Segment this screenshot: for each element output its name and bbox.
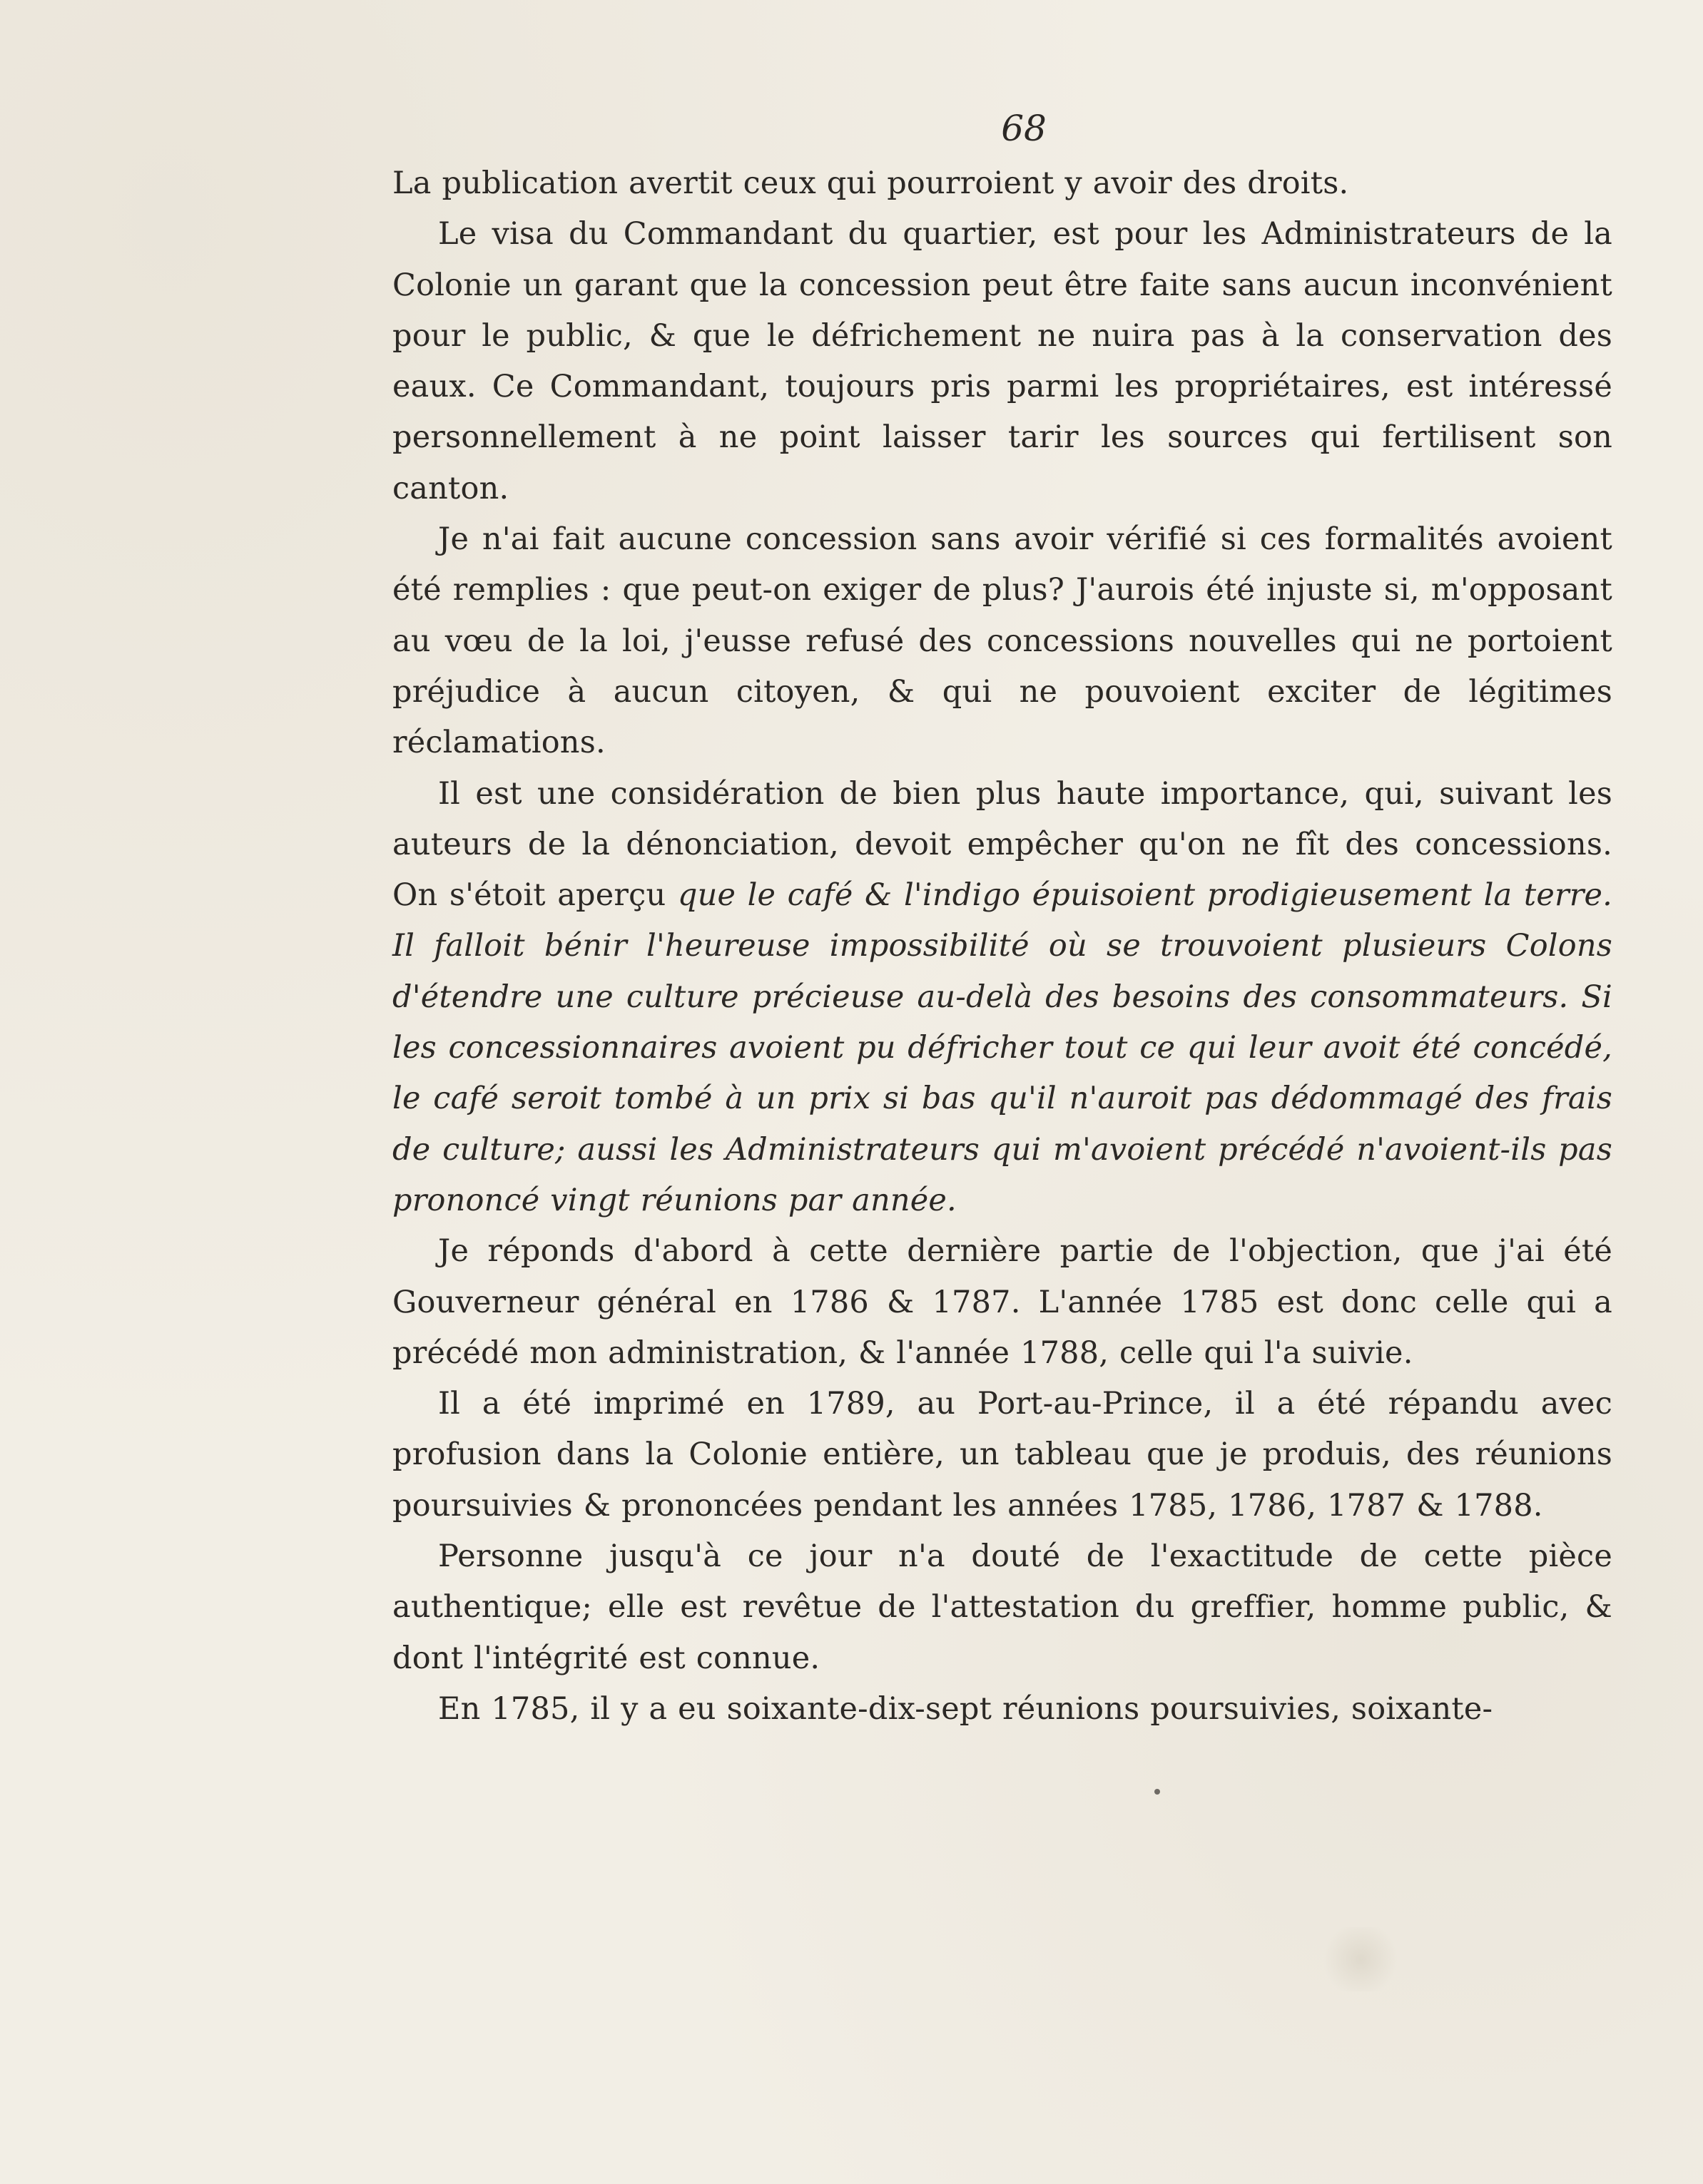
paragraph-5: Je réponds d'abord à cette dernière partie de l'objection, que j'ai été Gouverneur général en 1786 & 1787. L'année 1785 est donc celle qui a précédé mon administration, & l'année 1788, celle qui l'a suivie.	[392, 1233, 1612, 1371]
paragraph-1: La publication avertit ceux qui pourroient y avoir des droits.	[392, 165, 1349, 201]
paragraph-3: Je n'ai fait aucune concession sans avoir vérifié si ces formalités avoient été remplies : que peut-on exiger de plus? J'aurois été injuste si, m'opposant au vœu de la loi, j'eusse refusé des concessions nouvelles qui ne portoient préjudice à aucun citoyen, & qui ne pouvoient exciter de légitimes réclamations.	[392, 521, 1612, 761]
ink-dot	[1154, 1789, 1160, 1795]
page-number: 68	[1001, 108, 1047, 149]
paragraph-6: Il a été imprimé en 1789, au Port-au-Prince, il a été répandu avec profusion dans la Colonie entière, un tableau que je produis, des réunions poursuivies & prononcées pendant les années 1785, 1786, 1787 & 1788.	[392, 1386, 1612, 1524]
paragraph-8: En 1785, il y a eu soixante-dix-sept réunions poursuivies, soixante-	[438, 1690, 1493, 1727]
paragraph-4-italic: que le café & l'indigo épuisoient prodigieusement la terre. Il falloit bénir l'heureuse impossibilité où se trouvoient plusieurs Colons d'étendre une culture précieuse au-delà des besoins des consommateurs. Si les concessionnaires avoient pu défricher tout ce qui leur avoit été concédé, le café seroit tombé à un prix si bas qu'il n'auroit pas dédommagé des frais de culture; aussi les Administrateurs qui m'avoient précédé n'avoient-ils pas prononcé vingt réunions par année.	[392, 877, 1612, 1218]
page-text-block	[392, 100, 1612, 1735]
paragraph-4-roman: Il est une considération de bien plus haute importance, qui, suivant les auteurs de la dénonciation, devoit empêcher qu'on ne fît des concessions. On s'étoit aperçu	[392, 775, 1612, 914]
paragraph-2: Le visa du Commandant du quartier, est pour les Administrateurs de la Colonie un garant que la concession peut être faite sans aucun inconvénient pour le public, & que le défrichement ne nuira pas à la conservation des eaux. Ce Commandant, toujours pris parmi les propriétaires, est intéressé personnellement à ne point laisser tarir les sources qui fertilisent son canton.	[392, 216, 1612, 506]
paragraph-7: Personne jusqu'à ce jour n'a douté de l'exactitude de cette pièce authentique; elle est revêtue de l'attestation du greffier, homme public, & dont l'intégrité est connue.	[392, 1539, 1612, 1676]
paper-stain	[1318, 1927, 1403, 1991]
paragraph-4	[392, 769, 1612, 1227]
